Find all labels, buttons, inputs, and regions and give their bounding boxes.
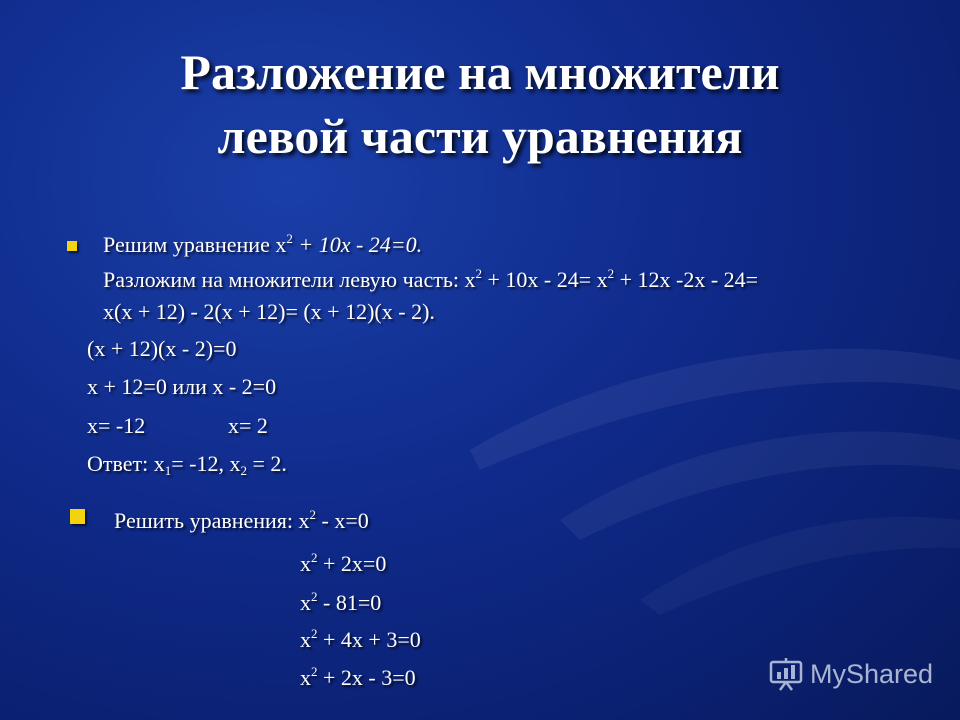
- title-line-1: Разложение на множители: [180, 44, 780, 100]
- example-product-equation: (х + 12)(х - 2)=0: [87, 336, 237, 361]
- bullet-marker-1: [67, 241, 77, 251]
- title-line-2: левой части уравнения: [217, 108, 743, 164]
- presentation-board-icon: [768, 656, 804, 692]
- bullet-marker-2: [70, 509, 85, 524]
- exercises-heading: Решить уравнения: $х^2 - х=0$: [114, 507, 369, 533]
- slide-title: [0, 40, 960, 168]
- example-intro: Решим уравнение $х^2 + 10х - 24=0$.: [103, 231, 423, 257]
- myshared-watermark: [768, 656, 933, 692]
- example-answer: Ответ: $х_1= -12$, $х_2 = 2$.: [87, 451, 287, 478]
- exercise-item-4: $х^2 + 2х - 3=0$: [300, 664, 416, 690]
- watermark-text: MyShared: [810, 658, 934, 689]
- exercise-item-3: $х^2 + 4х + 3=0$: [300, 626, 421, 652]
- example-root-1: х= -12: [87, 413, 146, 438]
- exercise-item-1: $х^2 + 2х=0$: [300, 550, 387, 576]
- example-factor-result: х(х + 12) - 2(х + 12)= (х + 12)(х - 2).: [103, 299, 435, 324]
- example-cases: х + 12=0 или х - 2=0: [87, 374, 277, 399]
- example-root-2: х= 2: [228, 413, 268, 438]
- exercise-item-2: $х^2 - 81=0$: [300, 589, 382, 615]
- example-factor-line: Разложим на множители левую часть: $х^2 + 10х - 24= х^2 + 12х$ -2х - 24=: [103, 266, 759, 292]
